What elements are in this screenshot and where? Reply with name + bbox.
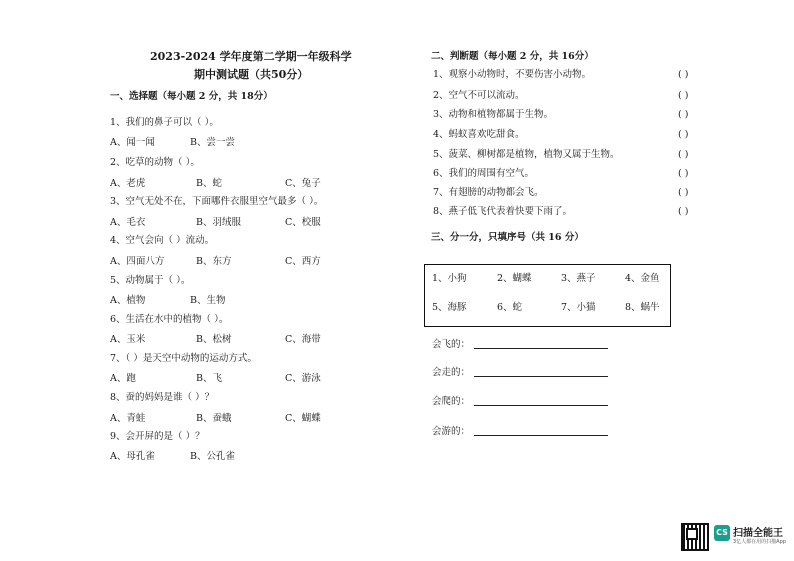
judge-item-1: 1、观察小动物时，不要伤害小动物。 (433, 69, 592, 80)
q3-option-a: A、毛衣 (110, 217, 146, 228)
judge-answer-bracket-3[interactable]: ( ) (678, 109, 689, 120)
camscanner-tagline: 3亿人都在用的扫描App (733, 539, 786, 545)
section2-heading: 二、判断题（每小题 2 分，共 16分） (431, 51, 594, 62)
camscanner-app-name: 扫描全能王 (733, 528, 783, 539)
q6-option-c: C、海带 (285, 334, 321, 345)
q9-option-b: B、公孔雀 (190, 451, 235, 462)
category-label-walk: 会走的： (432, 367, 471, 378)
judge-answer-bracket-7[interactable]: ( ) (678, 187, 689, 198)
judge-answer-bracket-2[interactable]: ( ) (678, 90, 689, 101)
judge-answer-bracket-4[interactable]: ( ) (678, 129, 689, 140)
animal-item-2: 2、蝴蝶 (497, 273, 532, 284)
category-label-fly: 会飞的： (432, 339, 471, 350)
q2-option-c: C、兔子 (285, 178, 321, 189)
section3-heading: 三、分一分，只填序号（共 16 分） (431, 232, 584, 243)
q7-option-c: C、游泳 (285, 373, 321, 384)
animal-item-7: 7、小猫 (561, 302, 596, 313)
exam-title-line1: 2023-2024 学年度第二学期一年级科学 (150, 50, 352, 63)
judge-item-4: 4、蚂蚁喜欢吃甜食。 (433, 129, 525, 140)
q5-option-a: A、植物 (110, 295, 146, 306)
q4-stem: 4、空气会向（ ）流动。 (110, 235, 215, 246)
animal-item-1: 1、小狗 (432, 273, 467, 284)
q8-option-c: C、蝴蝶 (285, 413, 321, 424)
category-label-crawl: 会爬的： (432, 396, 471, 407)
answer-line-walk[interactable] (474, 376, 608, 377)
q5-option-b: B、生物 (190, 295, 226, 306)
q6-option-a: A、玉米 (110, 334, 146, 345)
animal-item-8: 8、蜗牛 (625, 302, 660, 313)
q2-stem: 2、吃草的动物（ ）。 (110, 157, 200, 168)
q2-option-b: B、蛇 (196, 178, 222, 189)
q3-option-c: C、校服 (285, 217, 321, 228)
q7-option-b: B、飞 (196, 373, 222, 384)
judge-answer-bracket-6[interactable]: ( ) (678, 168, 689, 179)
category-label-swim: 会游的： (432, 426, 471, 437)
judge-item-5: 5、菠菜、柳树都是植物，植物又属于生物。 (433, 149, 620, 160)
q8-option-b: B、蚕蛾 (196, 413, 232, 424)
animal-item-6: 6、蛇 (497, 302, 523, 313)
q8-stem: 8、蚕的妈妈是谁（ ）？ (110, 392, 215, 403)
q1-option-a: A、闻一闻 (110, 137, 155, 148)
judge-item-6: 6、我们的周围有空气。 (433, 168, 535, 179)
q9-option-a: A、母孔雀 (110, 451, 155, 462)
animal-item-5: 5、海豚 (432, 302, 467, 313)
q9-stem: 9、会开屏的是（ ）？ (110, 431, 205, 442)
q1-option-b: B、尝一尝 (190, 137, 235, 148)
judge-item-3: 3、动物和植物都属于生物。 (433, 109, 554, 120)
q2-option-a: A、老虎 (110, 178, 146, 189)
answer-line-crawl[interactable] (474, 405, 608, 406)
judge-answer-bracket-1[interactable]: ( ) (678, 69, 689, 80)
judge-item-7: 7、有翅膀的动物都会飞。 (433, 187, 544, 198)
q5-stem: 5、动物属于（ ）。 (110, 275, 191, 286)
q3-option-b: B、羽绒服 (196, 217, 241, 228)
q6-option-b: B、松树 (196, 334, 232, 345)
judge-item-8: 8、燕子低飞代表着快要下雨了。 (433, 206, 573, 217)
answer-line-swim[interactable] (474, 435, 608, 436)
exam-title-line2: 期中测试题（共50分） (194, 68, 309, 81)
q3-stem: 3、空气无处不在，下面哪件衣服里空气最多（ ）。 (110, 196, 324, 207)
q6-stem: 6、生活在水中的植物（ ）。 (110, 314, 229, 325)
q4-option-b: B、东方 (196, 256, 232, 267)
q7-stem: 7、（ ）是天空中动物的运动方式。 (110, 353, 257, 364)
section1-heading: 一、选择题（每小题 2 分，共 18分） (110, 91, 273, 102)
judge-answer-bracket-8[interactable]: ( ) (678, 206, 689, 217)
q7-option-a: A、跑 (110, 373, 136, 384)
judge-answer-bracket-5[interactable]: ( ) (678, 149, 689, 160)
animal-item-3: 3、燕子 (561, 273, 596, 284)
animal-item-4: 4、金鱼 (625, 273, 660, 284)
judge-item-2: 2、空气不可以流动。 (433, 90, 525, 101)
camscanner-logo: CS (714, 525, 730, 541)
q4-option-a: A、四面八方 (110, 256, 165, 267)
q1-stem: 1、我们的鼻子可以（ ）。 (110, 117, 219, 128)
qr-code-icon (681, 523, 709, 551)
q4-option-c: C、西方 (285, 256, 321, 267)
answer-line-fly[interactable] (474, 348, 608, 349)
q8-option-a: A、青蛙 (110, 413, 146, 424)
